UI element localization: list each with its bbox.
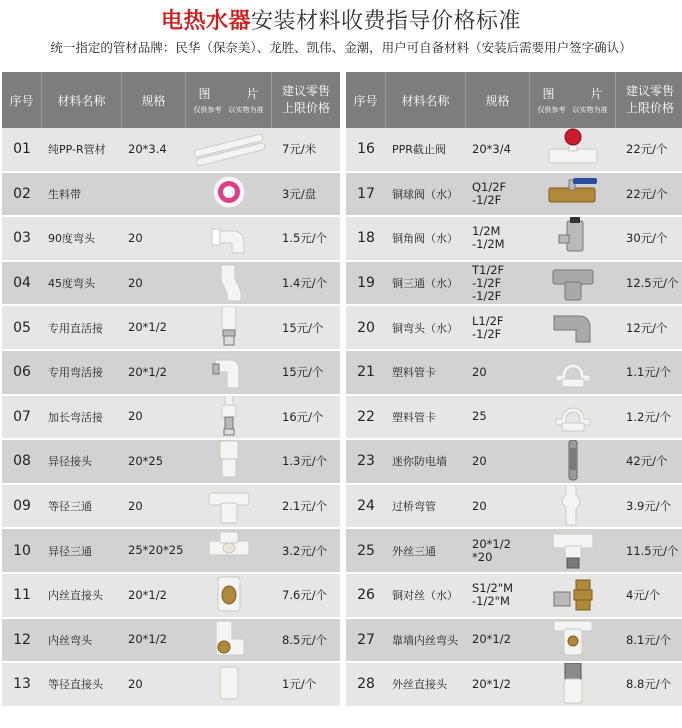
material-spec: 20*3.4 (128, 141, 167, 156)
row-number: 26 (357, 587, 375, 604)
male-thread-coupling-icon (558, 663, 588, 706)
material-spec: Q1/2F -1/2F (472, 179, 507, 207)
material-spec: 20*3/4 (472, 141, 511, 156)
table-row (2, 574, 340, 619)
material-image (186, 217, 272, 260)
table-row (346, 619, 682, 664)
suggested-price: 11.5元/个 (626, 543, 679, 558)
header-image-note: 仅供参考 以实物为准 (537, 106, 608, 114)
material-spec: 20*1/2 (128, 632, 167, 647)
table-row (2, 440, 340, 485)
row-number: 11 (13, 587, 31, 604)
row-number: 22 (357, 408, 375, 425)
material-spec: 20*1/2 *20 (472, 536, 511, 564)
row-number: 21 (357, 364, 375, 381)
material-name: 专用弯活接 (48, 366, 103, 380)
material-image (530, 173, 616, 216)
material-image (530, 262, 616, 305)
female-thread-coupling-icon (213, 574, 245, 617)
header-image (186, 72, 272, 128)
suggested-price: 12.5元/个 (626, 276, 679, 291)
table-row (346, 217, 682, 262)
material-spec: 20 (472, 453, 487, 468)
material-image (186, 574, 272, 617)
table-row (2, 262, 340, 307)
material-name: 异径接头 (48, 455, 92, 469)
material-image (530, 619, 616, 662)
table-row (2, 173, 340, 218)
material-image (530, 306, 616, 349)
material-image (530, 485, 616, 528)
row-number: 05 (13, 319, 31, 336)
reducer-icon (214, 440, 244, 483)
elbow-90-icon (208, 217, 250, 260)
row-number: 24 (357, 498, 375, 515)
price-table-left (2, 72, 340, 708)
table-row (346, 396, 682, 441)
pipe-clip-icon (550, 351, 596, 394)
material-name: 专用直活接 (48, 321, 103, 335)
material-spec: 20*1/2 (472, 676, 511, 691)
table-row (346, 440, 682, 485)
ball-valve-icon (545, 173, 601, 216)
material-name: PPR截止阀 (392, 143, 446, 157)
table-row (346, 173, 682, 218)
material-image (530, 574, 616, 617)
suggested-price: 15元/个 (282, 320, 324, 335)
material-spec: 20*25 (128, 453, 164, 468)
material-spec: 20 (472, 498, 487, 513)
row-number: 10 (13, 542, 31, 559)
material-image (186, 529, 272, 572)
material-spec: S1/2"M -1/2"M (472, 581, 514, 609)
suggested-price: 12元/个 (626, 320, 668, 335)
material-spec: 20 (128, 676, 143, 691)
coupling-icon (214, 663, 244, 706)
header-price-line1: 建议零售 (625, 84, 674, 98)
row-number: 23 (357, 453, 375, 470)
suggested-price: 1元/个 (282, 677, 317, 692)
material-spec: 20 (128, 498, 143, 513)
header-image-label: 图 片 (198, 87, 271, 101)
suggested-price: 8.1元/个 (626, 632, 672, 647)
table-row (346, 485, 682, 530)
page-subtitle: 统一指定的管材品牌：民华（保奈美）、龙胜、凯伟、金潮，用户可自备材料（安装后需要用户签字确认） (50, 40, 632, 55)
material-spec: 20*1/2 (128, 587, 167, 602)
material-spec: 20*1/2 (128, 364, 167, 379)
table-row (346, 529, 682, 574)
row-number: 16 (357, 141, 375, 158)
row-number: 28 (357, 676, 375, 693)
copper-tee-icon (550, 262, 596, 305)
table-row (346, 306, 682, 351)
tape-roll-icon (209, 173, 249, 216)
table-body-right (346, 128, 682, 708)
suggested-price: 7.6元/个 (282, 588, 328, 603)
material-image (186, 485, 272, 528)
material-image (186, 351, 272, 394)
material-name: 内丝直接头 (48, 589, 103, 603)
material-image (186, 173, 272, 216)
material-image (530, 396, 616, 439)
header-image (530, 72, 616, 128)
material-name: 45度弯头 (48, 277, 95, 291)
price-table-right (346, 72, 682, 708)
material-image (186, 440, 272, 483)
material-name: 外丝直接头 (392, 678, 447, 692)
table-header (346, 72, 682, 128)
suggested-price: 1.5元/个 (282, 231, 328, 246)
material-name: 90度弯头 (48, 232, 95, 246)
header-price (272, 72, 340, 128)
table-body-left (2, 128, 340, 708)
material-spec: 20*1/2 (128, 320, 167, 335)
material-spec: 20 (128, 409, 143, 424)
table-row (2, 663, 340, 708)
material-name: 铜球阀（水） (392, 187, 458, 201)
suggested-price: 1.1元/个 (626, 365, 672, 380)
row-number: 20 (357, 319, 375, 336)
table-row (2, 529, 340, 574)
header-price-line1: 建议零售 (281, 84, 330, 98)
suggested-price: 1.4元/个 (282, 276, 328, 291)
header-price-line2: 上限价格 (281, 101, 330, 115)
material-name: 生料带 (48, 187, 81, 201)
page-title (0, 4, 682, 35)
suggested-price: 3.9元/个 (626, 499, 672, 514)
material-spec (122, 173, 186, 216)
stop-valve-icon (545, 128, 601, 171)
table-row (2, 217, 340, 262)
material-name: 内丝弯头 (48, 633, 92, 647)
row-number: 01 (13, 141, 31, 158)
material-image (530, 529, 616, 572)
angle-valve-icon (555, 217, 591, 260)
material-image (186, 396, 272, 439)
suggested-price: 7元/米 (282, 142, 317, 157)
material-name: 等径三通 (48, 500, 92, 514)
material-spec: 20 (128, 275, 143, 290)
table-row (346, 262, 682, 307)
row-number: 18 (357, 230, 375, 247)
male-thread-tee-icon (550, 529, 596, 572)
material-name: 塑料管卡 (392, 366, 436, 380)
row-number: 08 (13, 453, 31, 470)
suggested-price: 3元/盘 (282, 186, 317, 201)
table-row (346, 574, 682, 619)
header-image-label: 图 片 (542, 87, 615, 101)
header-spec: 规格 (466, 72, 530, 128)
suggested-price: 22元/个 (626, 142, 668, 157)
header-name: 材料名称 (42, 72, 122, 128)
suggested-price: 30元/个 (626, 231, 668, 246)
row-number: 09 (13, 498, 31, 515)
row-number: 02 (13, 185, 31, 202)
bridge-bend-icon (556, 485, 590, 528)
title-rest: 安装材料收费指导价格标准 (251, 9, 522, 34)
material-spec: T1/2F -1/2F -1/2F (472, 262, 505, 303)
material-spec: 25 (472, 409, 487, 424)
material-name: 靠墙内丝弯头 (392, 633, 458, 647)
suggested-price: 16元/个 (282, 409, 324, 424)
material-name: 加长弯活接 (48, 410, 103, 424)
table-row (2, 351, 340, 396)
row-number: 04 (13, 275, 31, 292)
suggested-price: 3.2元/个 (282, 543, 328, 558)
female-thread-elbow-icon (210, 619, 248, 662)
material-spec: 20*1/2 (472, 632, 511, 647)
material-image (186, 619, 272, 662)
row-number: 25 (357, 542, 375, 559)
suggested-price: 8.5元/个 (282, 632, 328, 647)
anti-shock-wall-icon (560, 440, 586, 483)
header-price (616, 72, 682, 128)
reducing-tee-icon (206, 529, 252, 572)
elbow-45-icon (211, 262, 247, 305)
straight-union-icon (217, 306, 241, 349)
header-price-line2: 上限价格 (625, 101, 674, 115)
material-image (530, 663, 616, 706)
material-name: 过桥弯管 (392, 500, 436, 514)
table-row (2, 485, 340, 530)
table-row (346, 351, 682, 396)
suggested-price: 2.1元/个 (282, 499, 328, 514)
material-name: 外丝三通 (392, 544, 436, 558)
elbow-union-icon (211, 351, 247, 394)
tee-icon (206, 485, 252, 528)
material-spec: 1/2M -1/2M (472, 224, 505, 252)
table-row (2, 396, 340, 441)
header-no: 序号 (346, 72, 386, 128)
row-number: 27 (357, 631, 375, 648)
material-name: 迷你防电墙 (392, 455, 447, 469)
material-image (530, 217, 616, 260)
material-name: 等径直接头 (48, 678, 103, 692)
material-name: 铜角阀（水） (392, 232, 458, 246)
material-image (530, 128, 616, 171)
row-number: 17 (357, 185, 375, 202)
table-row (2, 619, 340, 664)
suggested-price: 15元/个 (282, 365, 324, 380)
material-image (186, 306, 272, 349)
row-number: 12 (13, 631, 31, 648)
material-image (186, 128, 272, 171)
material-name: 纯PP-R管材 (48, 143, 106, 157)
material-spec: 25*20*25 (128, 543, 184, 558)
suggested-price: 42元/个 (626, 454, 668, 469)
row-number: 03 (13, 230, 31, 247)
material-spec: L1/2F -1/2F (472, 313, 504, 341)
pipe-icon (190, 130, 268, 169)
header-no: 序号 (2, 72, 42, 128)
suggested-price: 8.8元/个 (626, 677, 672, 692)
table-row (346, 663, 682, 708)
suggested-price: 1.3元/个 (282, 454, 328, 469)
table-row (346, 128, 682, 173)
copper-elbow-icon (550, 306, 596, 349)
material-name: 铜对丝（水） (392, 589, 458, 603)
row-number: 06 (13, 364, 31, 381)
material-name: 铜三通（水） (392, 277, 458, 291)
table-row (2, 128, 340, 173)
row-number: 13 (13, 676, 31, 693)
hex-nipple-icon (550, 574, 596, 617)
title-highlight: 电热水器 (160, 9, 251, 34)
material-name: 异径三通 (48, 544, 92, 558)
material-name: 塑料管卡 (392, 410, 436, 424)
header-spec: 规格 (122, 72, 186, 128)
pipe-clip-icon (550, 396, 596, 439)
row-number: 19 (357, 275, 375, 292)
material-spec: 20 (472, 364, 487, 379)
material-spec: 20 (128, 230, 143, 245)
material-image (186, 262, 272, 305)
long-elbow-union-icon (214, 396, 244, 439)
header-name: 材料名称 (386, 72, 466, 128)
material-name: 铜弯头（水） (392, 321, 458, 335)
material-image (186, 663, 272, 706)
suggested-price: 4元/个 (626, 588, 661, 603)
header-image-note: 仅供参考 以实物为准 (193, 106, 264, 114)
suggested-price: 1.2元/个 (626, 409, 672, 424)
table-header (2, 72, 340, 128)
suggested-price: 22元/个 (626, 186, 668, 201)
table-row (2, 306, 340, 351)
wall-elbow-icon (550, 619, 596, 662)
material-image (530, 440, 616, 483)
row-number: 07 (13, 408, 31, 425)
material-image (530, 351, 616, 394)
